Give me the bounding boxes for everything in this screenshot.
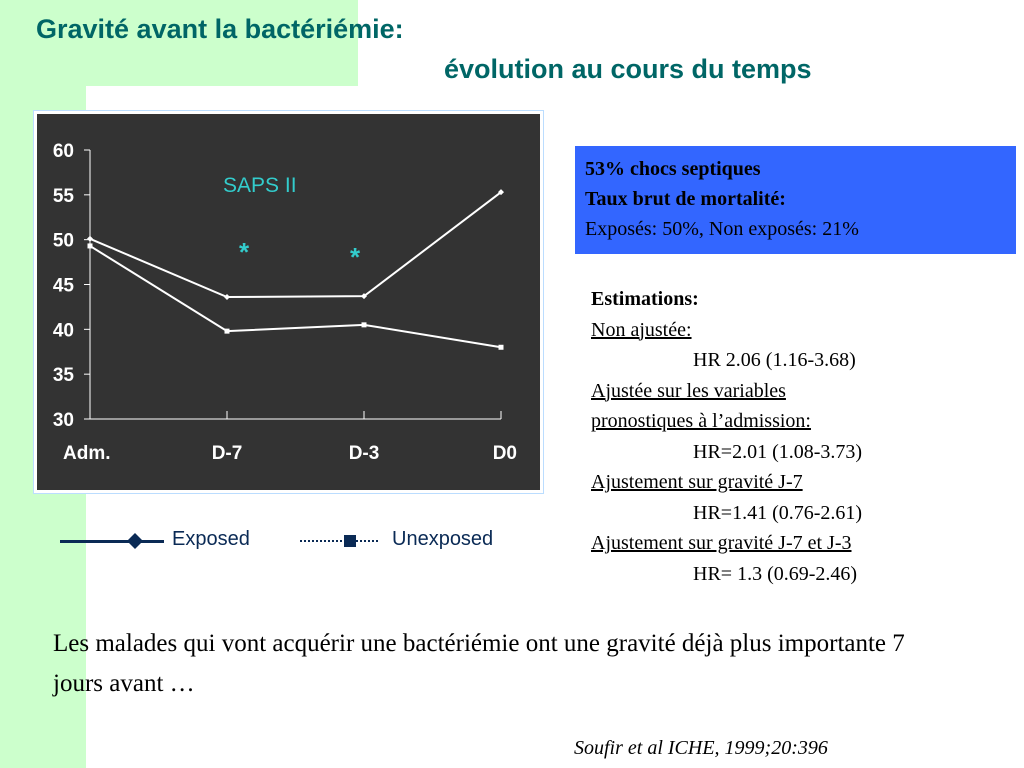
y-tick-label-60: 60 [52,141,74,162]
estimation-hr-j7-j3: HR= 1.3 (0.69-2.46) [693,562,858,585]
point-unexposed-2 [362,322,367,327]
legend-exposed-label: Exposed [172,528,250,550]
conclusion-text: Les malades qui vont acquérir une bactériémie ont une gravité déjà plus importante 7 jours avant … [53,630,905,697]
point-unexposed-3 [499,345,504,350]
legend-exposed-diamond-icon [127,533,143,549]
estimation-label-adjusted-1: Ajustée sur les variables [591,379,786,402]
saps-ii-annotation: SAPS II [223,174,297,197]
citation: Soufir et al ICHE, 1999;20:396 [574,737,828,759]
y-tick-label-50: 50 [52,230,74,252]
estimation-label-unadjusted: Non ajustée: [591,318,692,341]
slide-title-line-2: évolution au cours du temps [444,54,812,84]
x-tick-label-3: D0 [492,443,517,464]
y-tick-label-35: 35 [52,365,74,387]
y-tick-label-45: 45 [52,275,74,297]
estimation-hr-adjusted: HR=2.01 (1.08-3.73) [693,440,863,463]
y-tick-label-55: 55 [52,185,74,207]
legend-unexposed-label: Unexposed [392,528,494,550]
info-line-mortality-heading: Taux brut de mortalité: [585,188,786,210]
x-tick-label-0: Adm. [63,443,111,464]
estimations-block [591,284,862,589]
significance-star-d-7: * [238,237,250,267]
x-tick-label-2: D-3 [348,443,380,464]
chart-legend [60,528,520,552]
point-unexposed-0 [88,243,93,248]
point-unexposed-1 [225,329,230,334]
legend-unexposed-square-icon [344,535,356,547]
estimation-hr-j7: HR=1.41 (0.76-2.61) [693,501,863,524]
legend-exposed-line [60,540,164,543]
y-tick-label-30: 30 [52,410,74,431]
x-tick-label-1: D-7 [211,443,243,464]
estimation-label-j7: Ajustement sur gravité J-7 [591,471,803,493]
estimation-label-j7-j3: Ajustement sur gravité J-7 et J-3 [591,532,852,554]
info-line-septic-shock: 53% chocs septiques [585,158,761,180]
mortality-info-box [575,146,1016,254]
significance-star-d-3: * [349,242,361,272]
legend-unexposed-line [300,540,378,542]
estimation-label-adjusted-2: pronostiques à l’admission: [591,410,811,432]
chart-background [37,114,540,490]
estimations-heading: Estimations: [591,288,699,310]
slide-title-line-1: Gravité avant la bactériémie: [36,14,404,44]
info-line-mortality-values: Exposés: 50%, Non exposés: 21% [585,218,859,240]
saps-line-chart [37,114,540,490]
y-tick-label-40: 40 [52,320,74,342]
estimation-hr-unadjusted: HR 2.06 (1.16-3.68) [693,349,856,371]
